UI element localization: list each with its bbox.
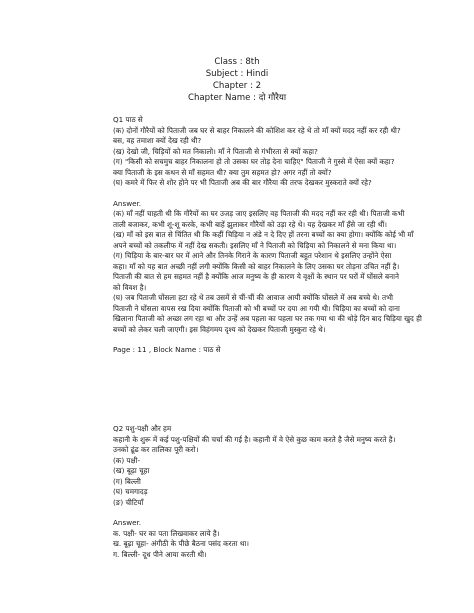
document-header — [0, 56, 474, 104]
question-line: (घ) चमगादड़ — [113, 487, 148, 496]
answer-line: बच्चों को लेकर चली जाएगी। इस विहंगमय दृश्य को देखकर पिताजी मुस्कुरा रहे थे। — [113, 324, 326, 334]
answer-line: (ग) चिड़िया के बार-बार घर में आने और तिनके गिराने के कारण पिताजी बहुत परेशान थे इसलिए उन्होंने ऐसा — [113, 251, 392, 260]
answer-label: Answer. — [113, 198, 142, 208]
answer-line: ताली बजाकर, कभी शू-शू करके, कभी बाहें झुलाकर गौरैयों को उड़ा रहे थे। यह देखकर माँ हँसे जा रही थीं। — [113, 219, 388, 229]
page-block-line: Page : 11 , Block Name : पाठ से — [113, 345, 221, 354]
question-1-block — [113, 115, 443, 356]
question-line: (ङ) चीटियाँ — [113, 497, 144, 507]
answer-line: ग. बिल्ली- दूध पीने आया करती थी। — [113, 549, 207, 559]
answer-line: (ख) माँ को इस बात से चिंतित थी कि कहीं चिड़िया न अंडे न दे दिए हों तरना बच्चों का क्या होगा। क्योंकि कोई भी माँ — [113, 230, 414, 239]
answer-line: को विवश है। — [113, 282, 147, 292]
question-line: (ग) "किसी को सचमुच बाहर निकालना हो तो उसका घर तोड़ देना चाहिए" पिताजी ने गुस्से में ऐसा क्यों कहा? — [113, 157, 395, 166]
answer-line: (क) माँ नहीं चाहती थी कि गौरैयों का घर उजड़ जाए इसलिए वह पिताजी की मदद नहीं कर रही थी। पिताजी कभी — [113, 209, 405, 218]
question-line: उनको ढूंढ कर तालिका पूरी करो। — [113, 445, 199, 454]
question-line: (ख) बूढ़ा चूहा — [113, 466, 150, 475]
class-line: Class : 8th — [214, 57, 260, 67]
answer-line: पिताजी की बात से हम सहमत नहीं है क्योंकि आज मनुष्य के ही कारण ये वृक्षों के स्थान पर घरों में घोंसले बनाने — [113, 272, 399, 281]
question-2-block — [113, 424, 443, 560]
answer-line: पिताजी ने घोंसला वापस रख दिया क्योंकि पिताजी को भी बच्चों पर दया आ गयी थी। चिड़िया का बच्चों को दाना — [113, 303, 400, 313]
chapter-name-line: Chapter Name : दो गौरैया — [187, 93, 287, 103]
answer-label: Answer. — [113, 518, 142, 527]
question-line: क्या पिताजी के इस कथन से माँ सहमत थी? क्या तुम सहमत हो? अगर नहीं तो क्यों? — [113, 167, 332, 177]
question-line: बस, वह तमाशा क्यों देख रही थी? — [113, 136, 202, 145]
question-1-heading: Q1 पाठ से — [113, 115, 143, 124]
question-line: (ग) बिल्ली — [113, 476, 141, 486]
question-line: (क) दोनों गौरैयों को पिताजी जब घर से बाहर निकालने की कोशिश कर रहे थे तो माँ क्यों मदद नहीं कर रही थी? — [113, 125, 401, 135]
answer-line: (घ) जब पिताजी घोंसला हटा रहे थे तब उसमें से चीं-चीं की आवाज आयी क्योंकि घोंसले में अब बच्चे थे। तभी — [113, 293, 394, 302]
answer-line: खिलाना पिताजी को अच्छा लग रहा था और उन्हें अब पहला का पहला घर तक गया था की थोड़े दिन बाद चिड़िया खुद ही — [113, 314, 422, 323]
chapter-line: Chapter : 2 — [212, 81, 262, 91]
question-line: (क) पक्षी- — [113, 455, 141, 465]
question-line: कहानी के शुरू में कई पशु-पक्षियों की चर्चा की गई है। कहानी में वे ऐसे कुछ काम करते है जैसे मनुष्य करते है। — [113, 434, 396, 444]
answer-line: क. पक्षी- घर का पता लिखवाकर लाये है। — [113, 528, 220, 538]
question-line: (घ) कमरे में फिर से शोर होने पर भी पिताजी अब की बार गौरैया की तरफ देखकर मुस्कराते क्यों रहे? — [113, 178, 372, 187]
question-line: (ख) देखो जी, चिड़ियों को मत निकालो। माँ ने पिताजी से गंभीरता से क्यों कहा? — [113, 146, 318, 156]
answer-line: कहा। माँ को यह बात अच्छी नहीं लगी क्योंकि किसी को बाहर निकालने के लिए उसका घर तोड़ना उचित नहीं है। — [113, 261, 400, 271]
answer-line: ख. बूढ़ा चूहा- अंगीठी के पीछे बैठना पसंद करता था। — [113, 539, 250, 548]
question-2-heading: Q2 पशु-पक्षी और हम — [113, 424, 172, 433]
subject-line: Subject : Hindi — [205, 69, 269, 79]
answer-line: अपने बच्चों को तकलीफ में नहीं देख सकती। इसलिए माँ ने पिताजी को चिड़िया को निकालने से मना किया था। — [113, 240, 397, 250]
